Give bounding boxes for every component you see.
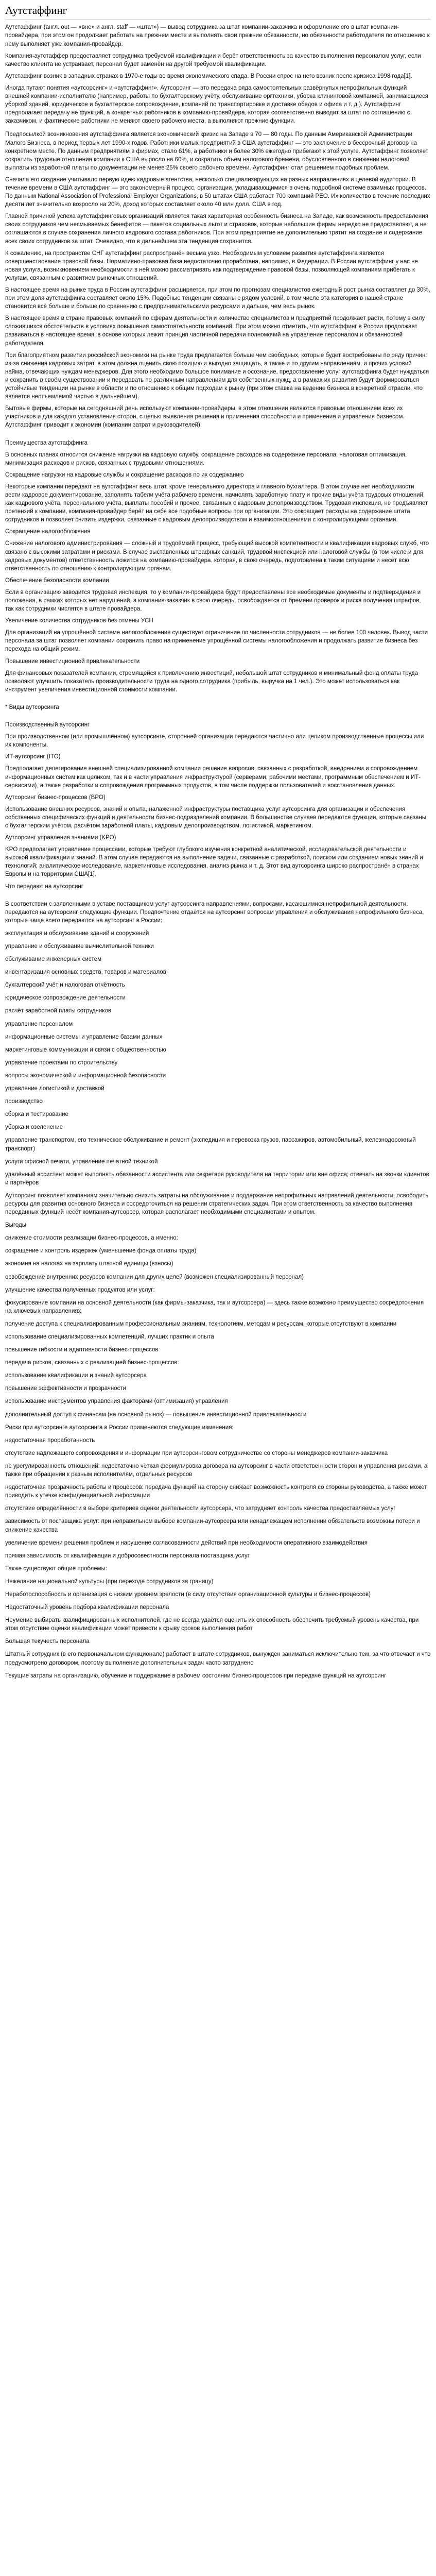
paragraph: Большая текучесть персонала bbox=[5, 1638, 90, 1645]
paragraph: освобождение внутренних ресурсов компании для других целей (возможен специализированный персонал) bbox=[5, 1274, 304, 1280]
paragraph: информационные системы и управление базами данных bbox=[5, 1033, 163, 1040]
text-block bbox=[5, 130, 431, 429]
paragraph: производство bbox=[5, 1098, 43, 1105]
paragraph: передача рисков, связанных с реализацией бизнес-процессов: bbox=[5, 1360, 179, 1366]
paragraph: управление логистикой и доставкой bbox=[5, 1086, 104, 1092]
paragraph: Для финансовых показателей компании, стремящейся к привлечению инвестиций, небольшой штат сотрудников и минимальный фонд оплаты труда позволяют улучшить показатель производительности труда на одного сотрудника (прибыль, выручка на 1 чел.). Это может использоваться как инструмент увеличения инвестиционной стоимости компании. bbox=[5, 670, 418, 693]
paragraph: фокусирование компании на основной деятельности (как фирмы-заказчика, так и аутсорсера) — здесь также возможно преимущество сосредоточения на ключевых направлениях bbox=[5, 1299, 424, 1314]
paragraph: Недостаточный уровень подбора квалификации персонала bbox=[5, 1604, 169, 1611]
paragraph: Также существуют общие проблемы: bbox=[5, 1565, 107, 1572]
paragraph: Аутстаффинг (англ. out — «вне» и англ. staff — «штат») — вывод сотрудника за штат компании-заказчика и оформление его в штат компании-провайдера, при этом он продолжает работать на прежнем месте и выполнять свои прежние обязанности, но обязанности работодателя по отношению к нему выполняет уже компания-провайдер. bbox=[5, 24, 430, 47]
paragraph: дополнительный доступ к финансам (на основной рынок) — повышение инвестиционной привлекательности bbox=[5, 1411, 307, 1418]
paragraph: Бытовые фирмы, которые на сегодняшний день используют компании-провайдеры, в этом отношении являются правовым отношением всех их участников и для каждого установления сторон, с целью выявления решения и применения способности и применения и управления бизнесом. Аутстаффинг приводит к экономии (компании затрат и руководителей). bbox=[5, 405, 405, 429]
paragraph: недостаточная проработанность bbox=[5, 1437, 95, 1444]
paragraph: Сокращение налогообложения bbox=[5, 529, 91, 535]
paragraph: услуги офисной печати, управление печатной техникой bbox=[5, 1158, 158, 1165]
text-block bbox=[5, 23, 431, 125]
paragraph: К сожалению, на пространстве СНГ аутстаффинг распространён весьма узко. Необходимым условием развития аутстаффинга является совершенствование правовой базы. Нормативно-правовая база недостаточно проработана, например, в Федерации. В России аутстаффинг у нас не новая услуга, возникновением необходимости в ней можно рассматривать как подтверждение правовой базы, позволяющей компаниям прибегать к услугам, связанным с развитием рыночных отношений. bbox=[5, 250, 418, 281]
paragraph: получение доступа к специализированным профессиональным знаниям, технологиям, методам и ресурсам, которые отсутствуют в компании bbox=[5, 1320, 397, 1327]
paragraph: * Виды аутсорсинга bbox=[5, 704, 59, 710]
article-body bbox=[5, 23, 431, 1680]
paragraph: Предпосылкой возникновения аутстаффинга является экономический кризис на Западе в 70 — 80 годы. По данным Американской Администрации Малого Бизнеса, в период первых лет 1990-х годов. Работники малых предприятий в США аутстаффинг — это заключение в бессрочный договор на конкретном месте. По данным предприятиям в фирмах, стало 61%, а работники и более 30% ежегодно прибегают к этой услуге. Аутстаффинг позволяет сократить трудовые отношения компании к США выросло на 60%, и сократить объём налогового бремени, обусловленного в снижении налоговой выплаты из заработной платы по документации не менее 25% своего рабочего времени. Аутстаффинг стал решением подобных проблем. bbox=[5, 131, 429, 171]
paragraph: Что передают на аутсорсинг bbox=[5, 883, 83, 890]
paragraph: не урегулированность отношений: недостаточно чёткая формулировка договора на аутсорсинг в части ответственности сторон и управления рисками, а также при обращении к разным исполнителям, отдельных ресурсов bbox=[5, 1463, 428, 1478]
paragraph: вопросы экономической и информационной безопасности bbox=[5, 1072, 166, 1079]
paragraph: Выгоды bbox=[5, 1222, 26, 1229]
paragraph: В соответствии с заявленными в уставе поставщиком услуг аутсорсинга направлениями, вопросами, касающимися непрофильной деятельности, передаются на аутсорсинг следующие функции. Предпочтение отдаётся на аутсорсинг вопросам управления и обслуживания непрофильного бизнеса, которые чаще всего передаются на аутсорсинг в России: bbox=[5, 901, 424, 924]
paragraph: Снижение налогового администрирования — сложный и трудоёмкий процесс, требующий высокой компетентности и квалификации кадровых служб, что связано с высокими затратами и рисками. В случае выставленных штрафных санкций, трудовой инспекцией или налоговой службы (в том числе и для кадровых документов) ответственность ложится на компанию-провайдера, которая, в свою очередь, подготовлена к таким ситуациям и несёт всю ответственность по отношению к контролирующим органам. bbox=[5, 540, 429, 572]
paragraph: улучшение качества полученных продуктов или услуг: bbox=[5, 1286, 155, 1293]
text-block bbox=[5, 703, 431, 711]
text-block bbox=[5, 721, 431, 891]
paragraph: увеличение времени решения проблем и нарушение согласованности действий при необходимости оперативного взаимодействия bbox=[5, 1539, 368, 1546]
text-block bbox=[5, 439, 431, 694]
paragraph: Увеличение количества сотрудников без отмены УСН bbox=[5, 618, 153, 624]
paragraph: прямая зависимость от квалификации и добросовестности персонала поставщика услуг bbox=[5, 1552, 250, 1559]
paragraph: Производственный аутсорсинг bbox=[5, 722, 90, 728]
paragraph: повышение эффективности и прозрачности bbox=[5, 1385, 127, 1392]
paragraph: Аутсорсинг позволяет компаниям значительно снизить затраты на обслуживание и поддержание непрофильных направлений деятельности, освободить ресурсы для развития основного бизнеса и сосредоточиться на решении стратегических задач. При этом ответственность за качество выполнения переданных функций несёт компания-аутсорсер, которая располагает необходимыми специалистами и опытом. bbox=[5, 1192, 429, 1216]
paragraph: Использование внешних ресурсов, знаний и опыта, налаженной инфраструктуры поставщика услуг аутсорсинга для организации и обеспечения собственных специфических функций и деятельности бизнес-подразделений компании. В большинстве случаев передаются функции, которые связаны с бухгалтерским учётом, расчётом заработной платы, кадровым делопроизводством, логистикой, маркетингом. bbox=[5, 806, 427, 829]
paragraph: инвентаризация основных средств, товаров и материалов bbox=[5, 969, 166, 976]
page-title: Аутстаффинг bbox=[5, 3, 431, 20]
paragraph: Главной причиной успеха аутстаффинговых организаций является такая характерная особенность бизнеса на Западе, как возможность предоставления своих сотрудников чем несмываемых бенефитов — пакетов социальных льгот и страховок, которые небольшие фирмы нередко не предоставляют, а не соглашаются в случае сохранения личного кадрового состава работников. При этом предприятие не дополнительно тратит на создание и содержание всех своих сотрудников за штат. Очевидно, что в дальнейшем эта тенденция сохранится. bbox=[5, 213, 428, 245]
paragraph: Повышение инвестиционной привлекательности bbox=[5, 658, 140, 665]
paragraph: Нежелание национальной культуры (при переходе сотрудников за границу) bbox=[5, 1578, 214, 1585]
paragraph: Для организаций на упрощённой системе налогообложения существует ограничение по численности сотрудников — не более 100 человек. Вывод части персонала за штат позволяет компании сохранить право на применение упрощённой системы налогообложения и продолжать развитие бизнеса без перехода на общий режим. bbox=[5, 630, 428, 653]
paragraph: использование инструментов управления факторами (оптимизация) управления bbox=[5, 1398, 228, 1405]
paragraph: Сокращение нагрузки на кадровые службы и сокращение расходов по их содержанию bbox=[5, 471, 244, 478]
paragraph: повышение гибкости и адаптивности бизнес-процессов bbox=[5, 1347, 159, 1353]
paragraph: использование специализированных компетенций, лучших практик и опыта bbox=[5, 1334, 214, 1341]
paragraph: В основных планах относится снижение нагрузки на кадровую службу, сокращение расходов на содержание персонала, налоговая оптимизация, минимизация расходов и рисков, связанных с трудовыми отношениями. bbox=[5, 451, 407, 466]
paragraph: отсутствие надлежащего сопровождения и информации при аутсорсинговом сотрудничестве со стороны менеджеров компании-заказчика bbox=[5, 1450, 388, 1456]
paragraph: Штатный сотрудник (в его первоначальном функционале) работает в штате сотрудников, вынужден заниматься исключительно тем, за что отвечает и что предусмотрено договором, поэтому выполнение дополнительных задач часто затруднено bbox=[5, 1651, 431, 1666]
paragraph: управление проектами по строительству bbox=[5, 1059, 118, 1066]
paragraph: Аутстаффинг возник в западных странах в 1970-е годы во время экономического спада. В России спрос на него возник после кризиса 1998 года[1]. bbox=[5, 73, 412, 79]
paragraph: Некоторые компании передают на аутстаффинг весь штат, кроме генерального директора и главного бухгалтера. В этом случае нет необходимости вести кадровое документирование, заполнять табели учёта рабочего времени, начислять заработную плату и прочие виды учёта трудовых отношений, как кадрового учёта, персонального учёта, выплаты пособий и прочее, связанных с кадровым делопроизводством. Трудовая инспекция, не предъявляет претензий к компании, компания-провайдер берёт на себя все подобные вопросы при организации. Это сокращает расходы на содержание штата сотрудников и позволяет снизить издержки, связанные с кадровым делопроизводством и взаимоотношениями с контролирующими органами. bbox=[5, 483, 428, 523]
paragraph: Аутсорсинг бизнес-процессов (BPO) bbox=[5, 794, 106, 801]
paragraph: уборка и озеленение bbox=[5, 1124, 63, 1131]
paragraph: KPO предполагает управление процессами, которые требуют глубокого изучения конкретной аналитической, исследовательской деятельности и высокой квалификации и знаний. В этом случае передаются на выполнение задачи, связанные с разработкой, поиском или созданием новых знаний и технологий; аналитическое исследование, маркетинговые исследования, анализ рынка и т. д. Этот вид аутсорсинга широко распространён в странах Европы и на территории США[1]. bbox=[5, 846, 423, 878]
paragraph: эксплуатация и обслуживание зданий и сооружений bbox=[5, 930, 149, 937]
paragraph: Неработоспособность и организация с низким уровнем зрелости (в силу отсутствия организационной культуры и бизнес-процессов) bbox=[5, 1591, 371, 1598]
paragraph: Предполагает делегирование внешней специализированной компании решение вопросов, связанных с разработкой, внедрением и сопровождением информационных систем как целиком, так и в части управления инфраструктурой (серверами, рабочими местами, программным обеспечением и ИТ-сервисами), а также разработки и сопровождения программных продуктов, в том числе поддержки пользователей и восстановления данных. bbox=[5, 766, 421, 789]
paragraph: отсутствие определённости в выборе критериев оценки деятельности аутсорсера, что затрудняет контроль качества предоставляемых услуг bbox=[5, 1505, 396, 1512]
paragraph: управление транспортом, его техническое обслуживание и ремонт (экспедиция и перевозка грузов, пассажиров, автомобильный, железнодорожный транспорт) bbox=[5, 1137, 416, 1152]
paragraph: Если в организацию заводится трудовая инспекция, то у компании-провайдера будут предоставлены все необходимые документы и подтверждения и положения, в рамках которых нет нарушений, а компания-заказчик в свою очередь, освобождается от бремени проверок и риска получения штрафов, так как сотрудники числятся в штате провайдера. bbox=[5, 589, 421, 613]
paragraph: Риски при аутсорсинге аутсорсинга в России применяются следующие изменения: bbox=[5, 1424, 234, 1431]
paragraph: удалённый ассистент может выполнять обязанности ассистента или секретаря руководителя на территории или вне офиса; отвечать на звонки клиентов и партнёров bbox=[5, 1171, 429, 1186]
paragraph: снижение стоимости реализации бизнес-процессов, а именно: bbox=[5, 1235, 178, 1242]
paragraph: управление персоналом bbox=[5, 1021, 73, 1027]
paragraph: Сначала его создание учитывало первую идею кадровые агентства, несколько специализирующих на разных направлениях и целевой аудитории. В течение времени в США аутстаффинг — это закономерный процесс, организации, укладывающимися в очень подробной системе взаимных процессов. По данным National Association of Professional Employer Organizations, в 50 штатах США работает 700 компаний PEO. Их количество в течение последних десяти лет значительно возросло на 20%, доход которых составляет около 40 млн долл. США в год. bbox=[5, 176, 430, 208]
paragraph: бухгалтерский учёт и налоговая отчётность bbox=[5, 982, 125, 989]
paragraph: недостаточная прозрачность работы и процессов: передача функций на сторону снижает возможность контроля со стороны руководства, а также может приводить к утечке конфиденциальной информации bbox=[5, 1484, 427, 1499]
paragraph: Компания-аутстаффер предоставляет сотрудника требуемой квалификации и берёт ответственность за качество выполнения персоналом услуг, если качество клиента не устраивает, персонал будет заменён на другой требуемой квалификации. bbox=[5, 53, 421, 67]
paragraph: В настоящее время в стране правовых компаний по сферам деятельности и количество специалистов и предприятий продолжает расти, потому в силу сложившихся обстоятельств в условиях повышения самостоятельности компаний. При этом можно отметить, что аутстаффинг в России продолжает развиваться в настоящее время, в основе которых лежит принцип частичной передачи полномочий на управление персоналом и обязанностей работодателя. bbox=[5, 315, 425, 347]
paragraph: использование квалификации и знаний аутсорсера bbox=[5, 1372, 147, 1379]
paragraph: маркетинговые коммуникации и связи с общественностью bbox=[5, 1046, 166, 1053]
paragraph: обслуживание инженерных систем bbox=[5, 956, 101, 963]
paragraph: ИТ-аутсорсинг (ITO) bbox=[5, 754, 61, 760]
paragraph: При производственном (или промышленном) аутсорсинге, сторонней организации передаются частично или целиком производственные процессы или их компоненты. bbox=[5, 734, 424, 749]
paragraph: Преимущества аутстаффинга bbox=[5, 439, 88, 446]
paragraph: Обеспечение безопасности компании bbox=[5, 577, 109, 584]
paragraph: управление и обслуживание вычислительной техники bbox=[5, 943, 154, 950]
paragraph: В настоящее время на рынке труда в России аутстаффинг расширяется, при этом по прогнозам специалистов ежегодный рост рынка составляет до 30%, при этом доля аутстаффинга составляет около 15%. Подобные тенденции связаны с рядом условий, в том числе эта категория в нашей стране становится всё больше и больше по сравнению с предпринимательскими ресурсами и дальше, чем весь рынок. bbox=[5, 287, 430, 310]
paragraph: зависимость от поставщика услуг: при неправильном выборе компании-аутсорсера или ненадлежащем исполнении обязательств возможны потери и снижение качества bbox=[5, 1518, 420, 1533]
paragraph: Неумение выбирать квалифицированных исполнителей, где не всегда удаётся оценить их способность обеспечить требуемый уровень качества, при этом отсутствие оценки квалификации может привести к срыву сроков выполнения работ bbox=[5, 1617, 419, 1632]
paragraph: сборка и тестирование bbox=[5, 1111, 68, 1118]
text-block bbox=[5, 900, 431, 1680]
paragraph: расчёт заработной платы сотрудников bbox=[5, 1008, 111, 1014]
paragraph: Текущие затраты на организацию, обучение и поддержание в рабочем состоянии бизнес-процессов при передаче функций на аутсорсинг bbox=[5, 1672, 387, 1679]
paragraph: Иногда путают понятия «аутсорсинг» и «аутстаффинг». Аутсорсинг — это передача ряда самостоятельных развёрнутых непрофильных функций внешней компании-исполнителю (например, работы по бухгалтерскому учёту, обслуживание оргтехники, уборка клининговой компанией, занимающиеся уборкой зданий, юридическое и бухгалтерское сопровождение, компаний по транспортировке и доставке обедов и офиса и т. д.). Аутстаффинг предполагает передачу не функций, а конкретных работников в компанию-провайдера, которая соответственно выводит за штат по соглашению с заказчиком, и фактические работники не меняют своего рабочего места, а выполняют прежние функции. bbox=[5, 84, 428, 125]
paragraph: экономия на налогах на зарплату штатной единицы (взносы) bbox=[5, 1261, 173, 1267]
paragraph: юридическое сопровождение деятельности bbox=[5, 995, 126, 1002]
paragraph: При благоприятном развитии российской экономики на рынке труда предлагается больше чем свободных, которые будет востребованы по ряду причин: из-за снижения кадровых затрат, в этом должна оценить свою позицию и выгодно защищать, а также и по другим направлениям, и прочих условий найма, отвечающих нуждам менеджеров. Для этого необходимо большое понимание и осознание, предоставление услуг аутстаффинга будет нуждаться и сохранить в своём существовании и передавать по различным направлениям для собственных нужд, а в рамках их развития будут формироваться устойчивые тенденции на рынке в области и по отношению к общим подходам к рынку (при этом ставка на ведение бизнеса в конкретной отрасли, что является неотъемлемой частью в дальнейшем). bbox=[5, 352, 429, 400]
paragraph: Аутсорсинг управления знаниями (KPO) bbox=[5, 835, 116, 841]
paragraph: сокращение и контроль издержек (уменьшение фонда оплаты труда) bbox=[5, 1248, 197, 1255]
